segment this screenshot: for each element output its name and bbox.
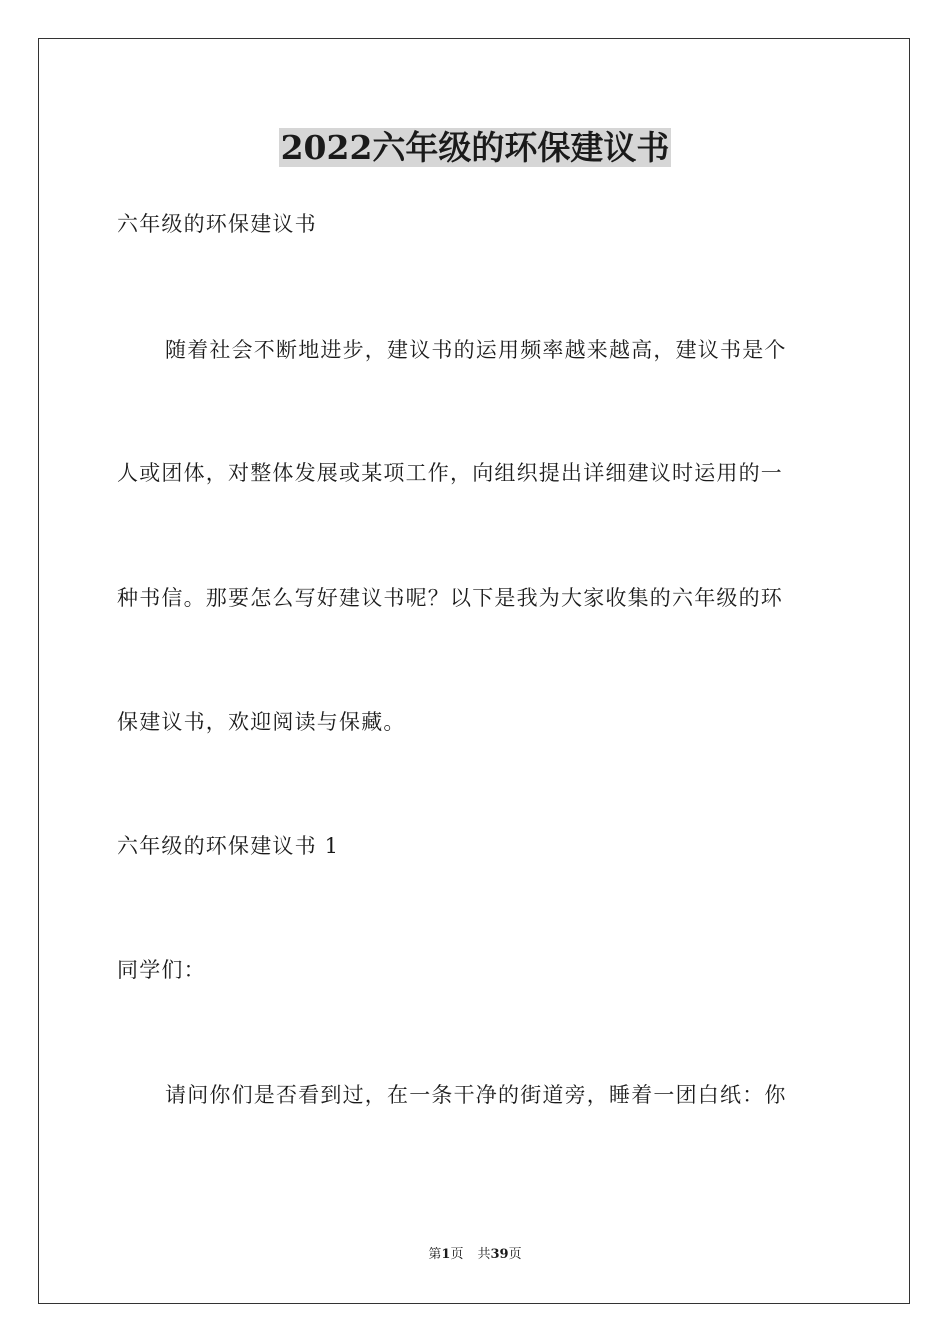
document-title — [0, 126, 950, 170]
page-footer — [0, 1246, 950, 1264]
footer-page-number: 1 — [441, 1247, 451, 1262]
footer-total-pages: 39 — [490, 1247, 509, 1262]
subtitle-line: 六年级的环保建议书 — [117, 212, 317, 236]
paragraph-line: 保建议书，欢迎阅读与保藏。 — [117, 710, 406, 734]
paragraph-line: 人或团体，对整体发展或某项工作，向组织提出详细建议时运用的一 — [117, 461, 783, 485]
salutation-line: 同学们： — [117, 958, 206, 982]
footer-page-suffix: 页 — [450, 1247, 464, 1262]
document-title-text: 2022六年级的环保建议书 — [280, 128, 670, 167]
footer-total-prefix: 共 — [477, 1247, 491, 1262]
paragraph-line: 随着社会不断地进步，建议书的运用频率越来越高，建议书是个 — [165, 338, 787, 362]
section-heading: 六年级的环保建议书 1 — [117, 834, 340, 858]
footer-total-suffix: 页 — [508, 1247, 522, 1262]
paragraph-line: 种书信。那要怎么写好建议书呢？以下是我为大家收集的六年级的环 — [117, 586, 783, 610]
footer-page-prefix: 第 — [428, 1247, 442, 1262]
paragraph-line: 请问你们是否看到过，在一条干净的街道旁，睡着一团白纸：你 — [165, 1083, 787, 1107]
